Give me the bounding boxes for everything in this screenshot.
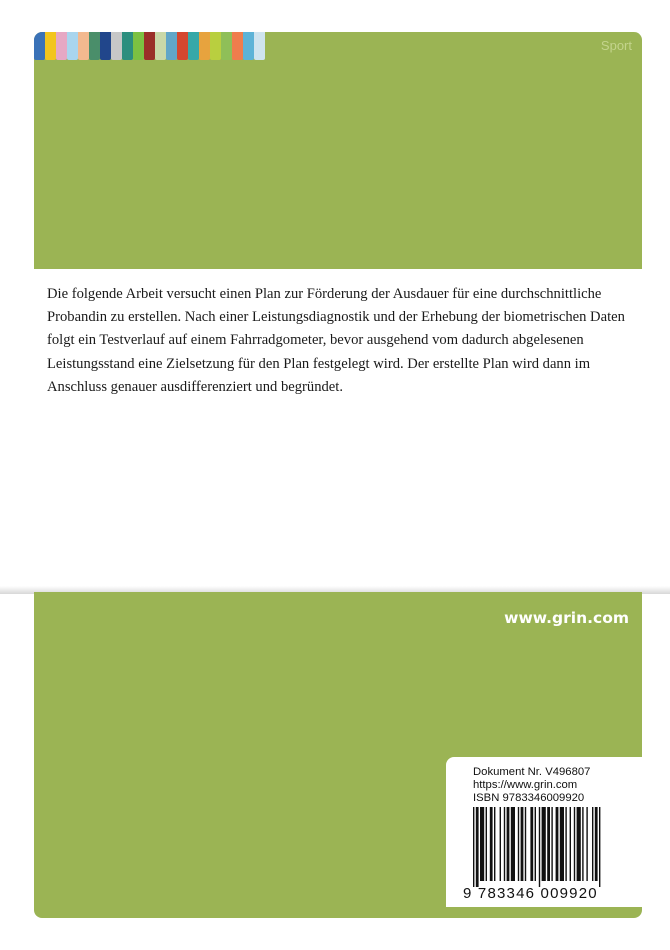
barcode-bar (511, 807, 515, 881)
color-stripe (67, 32, 78, 60)
color-stripe (254, 32, 265, 60)
barcode-bar (574, 807, 575, 881)
barcode-bar (542, 807, 546, 881)
document-url: https://www.grin.com (473, 779, 578, 791)
category-label: Sport (600, 38, 632, 53)
isbn-label: ISBN 9783346009920 (473, 792, 585, 804)
color-stripe (210, 32, 221, 60)
document-number: Dokument Nr. V496807 (473, 766, 591, 778)
color-stripe (133, 32, 144, 60)
cover-top-panel (34, 32, 642, 269)
barcode-bar (480, 807, 484, 881)
color-stripe (56, 32, 67, 60)
color-stripe (155, 32, 166, 60)
barcode-bar (525, 807, 526, 881)
barcode-bar (490, 807, 493, 881)
color-stripe (232, 32, 243, 60)
barcode-bar (547, 807, 550, 881)
color-stripe (166, 32, 177, 60)
color-stripe (34, 32, 45, 60)
barcode-bar (595, 807, 598, 881)
blurb-text: Die folgende Arbeit versucht einen Plan zur Förderung der Ausdauer für eine durchschnittliche Probandin zu erstellen. Nach einer Leistungsdiagnostik und der Erhebung der biometrischen Daten folgt ein Testverlauf auf einem Fahrradgometer, bevor ausgehend vom dadurch abgelesenen Leistungsstand eine Zielsetzung für den Plan festgelegt wird. Der erstellte Plan wird dann im Anschluss genauer ausdifferenziert und begründet. (47, 286, 625, 395)
color-stripe (177, 32, 188, 60)
color-stripe (243, 32, 254, 60)
color-stripe (100, 32, 111, 60)
barcode-bar (521, 807, 524, 881)
barcode-graphic (473, 807, 633, 887)
barcode-box (446, 757, 642, 907)
barcode-bar (586, 807, 587, 881)
color-stripe (122, 32, 133, 60)
barcode-bar (486, 807, 487, 881)
color-stripe (78, 32, 89, 60)
barcode-bar (535, 807, 536, 881)
color-stripe (111, 32, 122, 60)
barcode-bar (476, 807, 479, 887)
barcode-bar (539, 807, 540, 887)
barcode-bar (500, 807, 501, 881)
barcode-bar (565, 807, 566, 881)
barcode-bar (494, 807, 495, 881)
barcode-bar (582, 807, 583, 881)
barcode-digits: 9 783346 009920 (463, 885, 598, 902)
color-stripe (45, 32, 56, 60)
color-stripe (221, 32, 232, 60)
barcode-bar (556, 807, 559, 881)
barcode-bar (518, 807, 519, 881)
color-stripe (199, 32, 210, 60)
barcode-bar (560, 807, 564, 881)
barcode-bar (551, 807, 552, 881)
color-stripes (34, 32, 265, 60)
barcode-bar (507, 807, 510, 881)
barcode-bar (473, 807, 474, 887)
color-stripe (144, 32, 155, 60)
barcode-bar (577, 807, 581, 881)
color-stripe (89, 32, 100, 60)
barcode-bar (504, 807, 505, 881)
barcode-bar (570, 807, 571, 881)
barcode-bar (530, 807, 533, 881)
barcode-bar (592, 807, 593, 881)
barcode-bar (599, 807, 600, 887)
publisher-website: www.grin.com (504, 609, 629, 627)
color-stripe (188, 32, 199, 60)
